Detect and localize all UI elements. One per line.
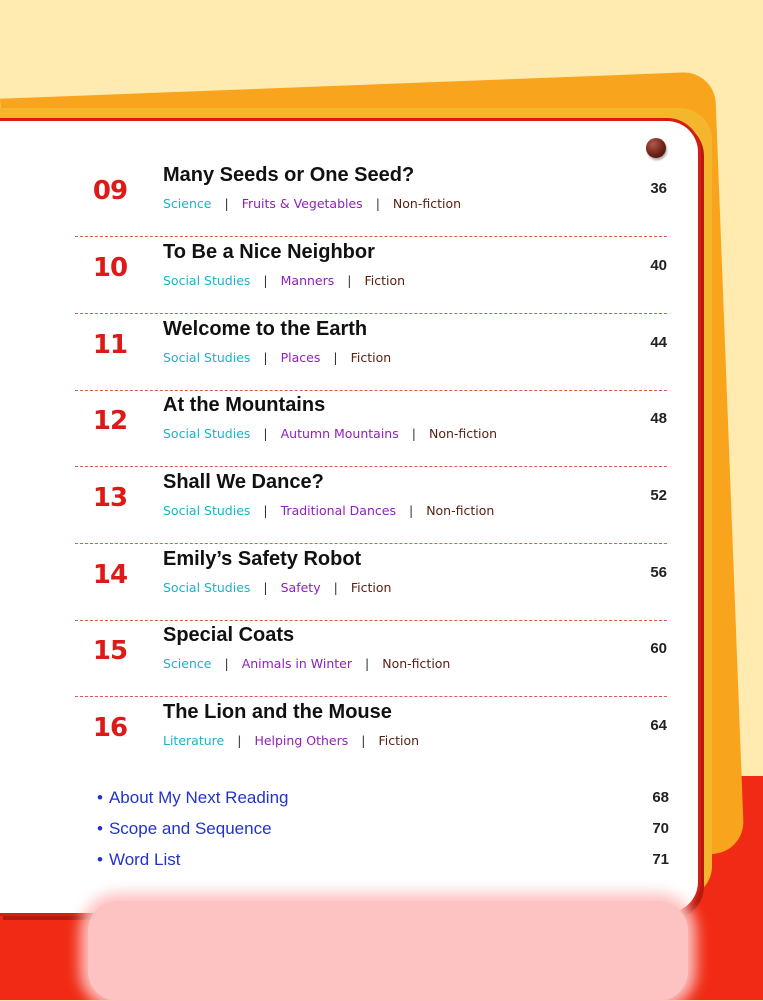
toc-entry[interactable] — [75, 160, 667, 237]
entry-title[interactable]: To Be a Nice Neighbor — [163, 241, 375, 263]
extra-label[interactable] — [97, 850, 180, 870]
extra-text[interactable]: About My Next Reading — [108, 788, 289, 807]
entry-subject: Social Studies — [163, 273, 251, 288]
entry-topic: Places — [280, 350, 321, 365]
entry-title[interactable]: Shall We Dance? — [163, 471, 324, 493]
toc-entry[interactable] — [75, 544, 667, 621]
tag-separator: | — [411, 426, 416, 441]
entry-topic: Safety — [280, 580, 321, 595]
toc-entry[interactable] — [75, 237, 667, 314]
entry-genre: Non-fiction — [392, 196, 462, 211]
entry-number: 15 — [92, 636, 128, 666]
entry-title[interactable]: Many Seeds or One Seed? — [163, 164, 415, 186]
tag-separator: | — [263, 503, 268, 518]
entry-genre: Fiction — [350, 350, 392, 365]
entry-page-number: 52 — [650, 487, 667, 504]
entry-topic: Fruits & Vegetables — [241, 196, 363, 211]
tag-separator: | — [375, 196, 380, 211]
entry-tags — [163, 733, 419, 748]
bullet-icon: • — [97, 788, 103, 807]
tag-separator: | — [333, 350, 338, 365]
entry-title[interactable]: Welcome to the Earth — [163, 318, 368, 340]
entry-topic: Traditional Dances — [280, 503, 396, 518]
entry-page-number: 40 — [650, 257, 667, 274]
entry-tags — [163, 350, 391, 365]
entry-tags — [163, 656, 450, 671]
tag-separator: | — [365, 656, 370, 671]
entry-subject: Science — [163, 196, 212, 211]
entry-page-number: 44 — [650, 334, 667, 351]
entry-number: 16 — [92, 713, 128, 743]
entry-genre: Non-fiction — [426, 503, 495, 518]
entry-subject: Science — [163, 656, 212, 671]
pin-icon — [646, 138, 666, 158]
bullet-icon: • — [97, 819, 103, 838]
entry-tags — [163, 196, 461, 211]
toc-entry[interactable] — [75, 314, 667, 391]
extra-text[interactable]: Word List — [108, 850, 181, 869]
extra-page-number: 68 — [652, 789, 669, 806]
entry-title[interactable]: The Lion and the Mouse — [163, 701, 392, 723]
entry-number: 09 — [92, 176, 128, 206]
entry-page-number: 56 — [650, 564, 667, 581]
entry-topic: Animals in Winter — [241, 656, 353, 671]
entry-tags — [163, 426, 497, 441]
entry-genre: Non-fiction — [428, 426, 498, 441]
entry-topic: Helping Others — [254, 733, 349, 748]
entry-tags — [163, 580, 391, 595]
tag-separator: | — [224, 196, 229, 211]
extra-page-number: 71 — [652, 851, 669, 868]
entry-tags — [163, 273, 405, 288]
entry-topic: Manners — [280, 273, 335, 288]
tag-separator: | — [263, 273, 268, 288]
entry-page-number: 60 — [650, 640, 667, 657]
entry-number: 14 — [92, 560, 128, 590]
entry-tags — [163, 503, 494, 518]
toc-entry[interactable] — [75, 697, 667, 773]
entry-genre: Fiction — [350, 580, 392, 595]
tag-separator: | — [237, 733, 242, 748]
entry-page-number: 48 — [650, 410, 667, 427]
tag-separator: | — [408, 503, 414, 518]
tag-separator: | — [333, 580, 338, 595]
extra-link-scope-and-sequence[interactable] — [97, 819, 669, 843]
entry-title[interactable]: Special Coats — [163, 624, 295, 646]
extra-link-about-next-reading[interactable] — [97, 788, 669, 812]
tag-separator: | — [361, 733, 366, 748]
entry-title[interactable]: At the Mountains — [163, 394, 326, 416]
bullet-icon: • — [97, 850, 103, 869]
toc-entry[interactable] — [75, 620, 667, 697]
extra-link-word-list[interactable] — [97, 850, 669, 874]
entry-page-number: 64 — [650, 717, 667, 734]
entry-subject: Social Studies — [163, 503, 251, 518]
entry-genre: Fiction — [378, 733, 420, 748]
toc-entry[interactable] — [75, 390, 667, 467]
entry-subject: Social Studies — [163, 426, 251, 441]
entry-subject: Social Studies — [163, 350, 251, 365]
tag-separator: | — [263, 580, 268, 595]
entry-number: 10 — [92, 253, 128, 283]
tag-separator: | — [224, 656, 229, 671]
entry-page-number: 36 — [650, 180, 667, 197]
tag-separator: | — [347, 273, 352, 288]
entry-number: 11 — [92, 330, 128, 360]
entry-genre: Fiction — [364, 273, 406, 288]
entry-title[interactable]: Emily’s Safety Robot — [163, 548, 362, 570]
entry-subject: Social Studies — [163, 580, 251, 595]
entry-subject: Literature — [163, 733, 225, 748]
extra-page-number: 70 — [652, 820, 669, 837]
extra-text[interactable]: Scope and Sequence — [108, 819, 272, 838]
entry-number: 13 — [92, 483, 128, 513]
tag-separator: | — [263, 350, 268, 365]
extras-highlight — [88, 901, 688, 1001]
entry-genre: Non-fiction — [382, 656, 451, 671]
entry-number: 12 — [92, 406, 128, 436]
extra-label[interactable] — [97, 819, 272, 839]
toc-entry[interactable] — [75, 467, 667, 544]
tag-separator: | — [263, 426, 268, 441]
entry-topic: Autumn Mountains — [280, 426, 399, 441]
extra-label[interactable] — [97, 788, 289, 808]
